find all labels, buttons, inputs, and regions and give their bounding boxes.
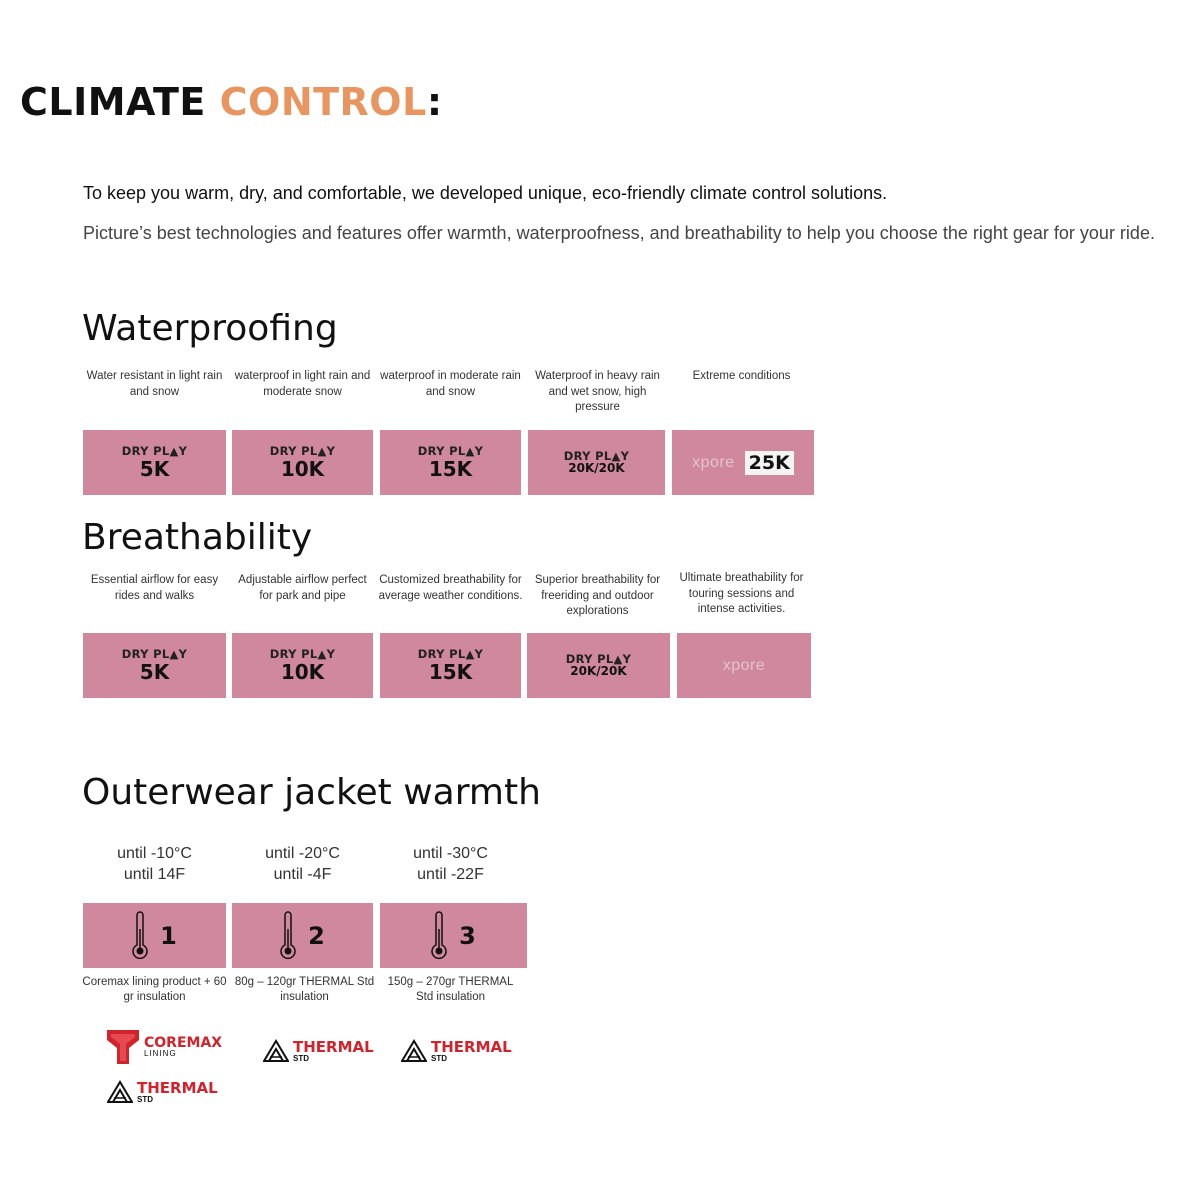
title-colon: : bbox=[426, 80, 443, 124]
thermometer-icon bbox=[280, 911, 296, 961]
dryplay-logo: DRY PL▲Y bbox=[269, 444, 336, 459]
title-accent: CONTROL bbox=[219, 80, 427, 124]
insulation-desc-1: Coremax lining product + 60 gr insulation bbox=[82, 976, 227, 1003]
thermal-wordmark: THERMAL bbox=[293, 1037, 374, 1056]
thermal-mountain-icon bbox=[401, 1039, 427, 1063]
waterproofing-tile-5k bbox=[83, 430, 226, 495]
temp-celsius: until -20°C bbox=[265, 845, 340, 862]
rating-value: 15K bbox=[428, 659, 473, 684]
breathability-desc-3: Customized breathability for average weather conditions. bbox=[378, 574, 523, 602]
dryplay-logo: DRY PL▲Y bbox=[121, 444, 188, 459]
warmth-temp-2 bbox=[230, 844, 375, 886]
breathability-desc-4: Superior breathability for freeriding and outdoor explorations bbox=[534, 574, 661, 618]
page-title bbox=[20, 80, 443, 124]
coremax-y-icon bbox=[106, 1028, 140, 1066]
breathability-desc-1: Essential airflow for easy rides and walks bbox=[90, 574, 219, 602]
dryplay-logo: DRY PL▲Y bbox=[417, 444, 484, 459]
thermometer-icon bbox=[132, 911, 148, 961]
dryplay-logo: DRY PL▲Y bbox=[565, 651, 632, 666]
insulation-desc-2: 80g – 120gr THERMAL Std insulation bbox=[234, 976, 375, 1003]
temp-celsius: until -10°C bbox=[117, 845, 192, 862]
rating-value: 20K/20K bbox=[568, 461, 625, 476]
waterproofing-desc-4: Waterproof in heavy rain and wet snow, high pressure bbox=[535, 370, 660, 414]
breathability-desc-2: Adjustable airflow perfect for park and pipe bbox=[238, 574, 367, 602]
waterproofing-desc-1: Water resistant in light rain and snow bbox=[86, 370, 223, 398]
waterproofing-tile-xpore bbox=[672, 430, 814, 495]
waterproofing-desc-2: waterproof in light rain and moderate snow bbox=[234, 370, 371, 398]
thermal-logo-1 bbox=[107, 1080, 218, 1104]
thermal-logo-3 bbox=[401, 1039, 512, 1063]
xpore-logo: xpore bbox=[722, 656, 766, 674]
temp-celsius: until -30°C bbox=[413, 845, 488, 862]
xpore-logo: xpore bbox=[692, 453, 735, 471]
warmth-tile-2 bbox=[232, 903, 373, 968]
thermal-wordmark: THERMAL bbox=[137, 1078, 218, 1097]
breathability-tile-10k bbox=[232, 633, 373, 698]
coremax-logo bbox=[106, 1028, 222, 1066]
warmth-tile-3 bbox=[380, 903, 527, 968]
warmth-heading: Outerwear jacket warmth bbox=[82, 772, 541, 813]
breathability-tile-xpore bbox=[677, 633, 811, 698]
warmth-temp-3 bbox=[378, 844, 523, 886]
breathability-tile-15k bbox=[380, 633, 521, 698]
thermal-subtitle: STD bbox=[431, 1053, 447, 1063]
intro-line-2: Picture’s best technologies and features offer warmth, waterproofness, and breathability to help you choose the right gear for your ride. bbox=[83, 223, 1155, 243]
temp-fahrenheit: until 14F bbox=[123, 865, 186, 883]
thermometer-icon bbox=[431, 911, 447, 961]
rating-value: 20K/20K bbox=[570, 664, 627, 679]
warmth-temp-1 bbox=[82, 844, 227, 886]
waterproofing-heading: Waterproofing bbox=[82, 308, 338, 349]
thermal-mountain-icon bbox=[263, 1039, 289, 1063]
breathability-heading: Breathability bbox=[82, 517, 313, 558]
warmth-tile-1 bbox=[83, 903, 226, 968]
dryplay-logo: DRY PL▲Y bbox=[417, 647, 484, 662]
thermal-subtitle: STD bbox=[137, 1094, 153, 1104]
waterproofing-tile-10k bbox=[232, 430, 373, 495]
insulation-desc-3: 150g – 270gr THERMAL Std insulation bbox=[387, 976, 514, 1003]
rating-value: 15K bbox=[428, 456, 473, 481]
thermal-wordmark: THERMAL bbox=[431, 1037, 512, 1056]
temp-fahrenheit: until -22F bbox=[417, 865, 484, 883]
warmth-level: 1 bbox=[160, 921, 177, 950]
dryplay-logo: DRY PL▲Y bbox=[121, 647, 188, 662]
rating-value: 10K bbox=[280, 659, 325, 684]
waterproofing-tile-20k bbox=[528, 430, 665, 495]
title-main: CLIMATE bbox=[20, 80, 220, 124]
breathability-desc-5: Ultimate breathability for touring sessions and intense activities. bbox=[679, 572, 804, 616]
warmth-level: 3 bbox=[459, 921, 476, 950]
breathability-tile-5k bbox=[83, 633, 226, 698]
breathability-tile-20k bbox=[527, 633, 670, 698]
dryplay-logo: DRY PL▲Y bbox=[269, 647, 336, 662]
temp-fahrenheit: until -4F bbox=[273, 865, 332, 883]
coremax-subtitle: LINING bbox=[144, 1049, 177, 1058]
waterproofing-tile-15k bbox=[380, 430, 521, 495]
intro-line-1: To keep you warm, dry, and comfortable, we developed unique, eco-friendly climate control solutions. bbox=[83, 183, 888, 203]
rating-value: 5K bbox=[139, 659, 170, 684]
dryplay-logo: DRY PL▲Y bbox=[563, 448, 630, 463]
thermal-logo-2 bbox=[263, 1039, 374, 1063]
waterproofing-desc-3: waterproof in moderate rain and snow bbox=[380, 370, 521, 398]
rating-value: 25K bbox=[745, 451, 794, 475]
thermal-mountain-icon bbox=[107, 1080, 133, 1104]
waterproofing-desc-5: Extreme conditions bbox=[692, 370, 791, 382]
rating-value: 5K bbox=[139, 456, 170, 481]
rating-value: 10K bbox=[280, 456, 325, 481]
thermal-subtitle: STD bbox=[293, 1053, 309, 1063]
coremax-wordmark: COREMAX bbox=[144, 1035, 223, 1051]
warmth-level: 2 bbox=[308, 921, 325, 950]
